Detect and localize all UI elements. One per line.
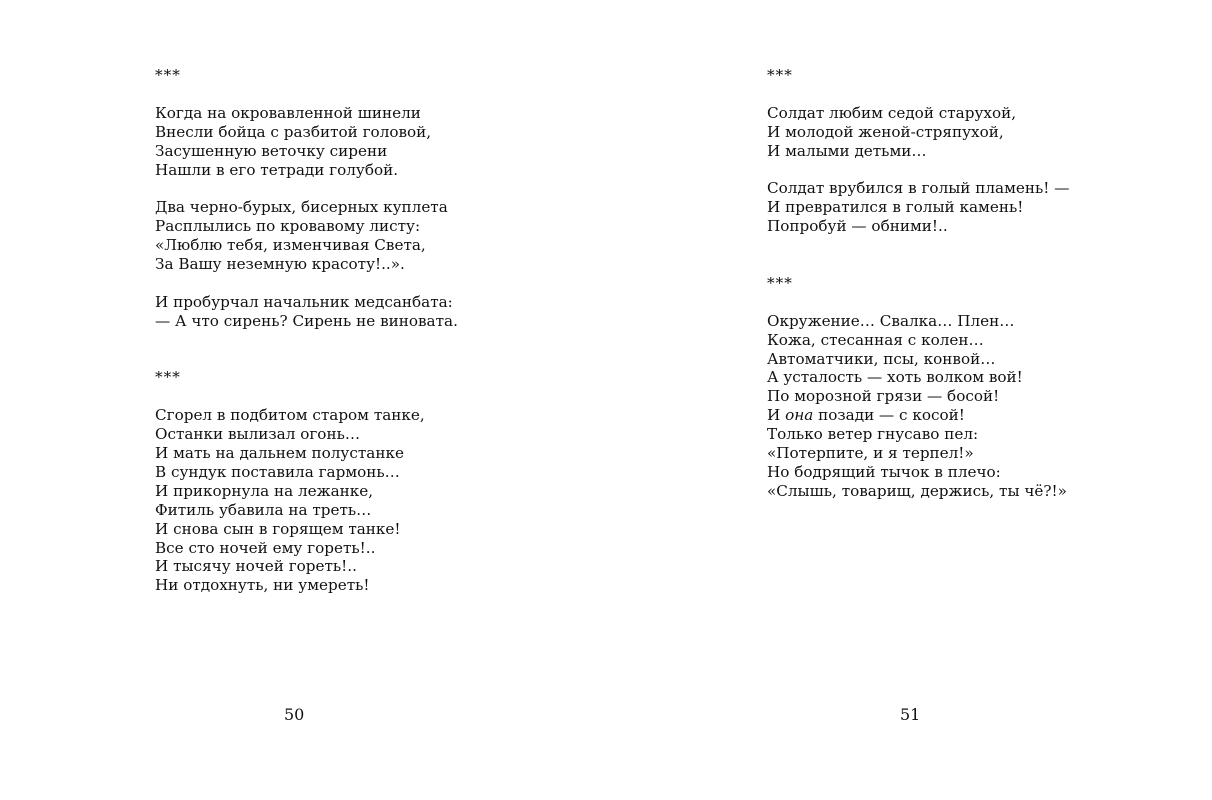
poem-line: Внесли бойца с разбитой головой, (155, 122, 432, 141)
poem-line: Фитиль убавила на треть… (155, 500, 372, 519)
left-page-text (155, 66, 458, 595)
poem-line: Ни отдохнуть, ни умереть! (155, 576, 370, 595)
page-number: 51 (900, 705, 921, 724)
poem-gap (767, 236, 1069, 274)
poem-line: Останки вылизал огонь… (155, 425, 361, 444)
page-number: 50 (284, 705, 305, 724)
right-page (606, 0, 1212, 800)
stanza-gap (767, 293, 1069, 312)
poem-line: Кожа, стесанная с колен… (767, 330, 984, 349)
stanza-gap (155, 387, 458, 406)
poem-line: И тысячу ночей гореть!.. (155, 557, 357, 576)
poem-line: Окружение… Свалка… Плен… (767, 311, 1015, 330)
poem-line: И малыми детьми… (767, 141, 927, 160)
line-prefix: И (767, 406, 786, 425)
poem-line: «Люблю тебя, изменчивая Света, (155, 236, 426, 255)
poem-line: И превратился в голый камень! (767, 198, 1024, 217)
poem-line-with-italic (767, 406, 1069, 425)
right-page-text (767, 66, 1069, 501)
poem-stanza (155, 104, 458, 180)
poem-line: — А что сирень? Сирень не виновата. (155, 311, 458, 330)
poem-line: «Слышь, товарищ, держись, ты чё?!» (767, 481, 1067, 500)
poem-line: И прикорнула на лежанке, (155, 481, 374, 500)
poem-stanza (155, 406, 458, 595)
poem-line: Нашли в его тетради голубой. (155, 160, 399, 179)
poem-line: Но бодрящий тычок в плечо: (767, 462, 1001, 481)
poem-line: Солдат врубился в голый пламень! — (767, 179, 1070, 198)
poem-line: Солдат любим седой старухой, (767, 103, 1017, 122)
italic-word: она (785, 406, 814, 425)
poem-stanza (767, 179, 1069, 236)
poem-line: И молодой женой-стряпухой, (767, 122, 1004, 141)
poem-line: Только ветер гнусаво пел: (767, 425, 979, 444)
poem-line: Автоматчики, псы, конвой… (767, 349, 996, 368)
poem-line: И снова сын в горящем танке! (155, 519, 401, 538)
poem-stanza (767, 312, 1069, 501)
stanza-gap (767, 161, 1069, 180)
stanza-gap (155, 179, 458, 198)
poem-gap (155, 331, 458, 369)
poem-line: И пробурчал начальник медсанбата: (155, 292, 453, 311)
poem-line: За Вашу неземную красоту!..». (155, 255, 405, 274)
poem-line: Сгорел в подбитом старом танке, (155, 406, 425, 425)
poem-line: Попробуй — обними!.. (767, 217, 948, 236)
poem-stanza (155, 293, 458, 331)
poem-separator: *** (767, 66, 793, 84)
poem-line: И мать на дальнем полустанке (155, 444, 404, 463)
stanza-gap (155, 274, 458, 293)
poem-line: Засушенную веточку сирени (155, 141, 388, 160)
line-suffix: позади — с косой! (813, 406, 965, 425)
poem-stanza (767, 104, 1069, 161)
poem-line: По морозной грязи — босой! (767, 387, 1000, 406)
poem-line: Два черно-бурых, бисерных куплета (155, 198, 448, 217)
poem-line: Все сто ночей ему гореть!.. (155, 538, 376, 557)
poem-line: Когда на окровавленной шинели (155, 103, 421, 122)
stanza-gap (155, 85, 458, 104)
poem-stanza (155, 198, 458, 274)
stanza-gap (767, 85, 1069, 104)
poem-line: В сундук поставила гармонь… (155, 462, 400, 481)
poem-separator: *** (767, 273, 793, 292)
poem-separator: *** (155, 368, 181, 387)
poem-separator: *** (155, 66, 181, 84)
poem-line: «Потерпите, и я терпел!» (767, 444, 974, 463)
poem-line: А усталость — хоть волком вой! (767, 368, 1023, 387)
poem-line: Расплылись по кровавому листу: (155, 217, 421, 236)
